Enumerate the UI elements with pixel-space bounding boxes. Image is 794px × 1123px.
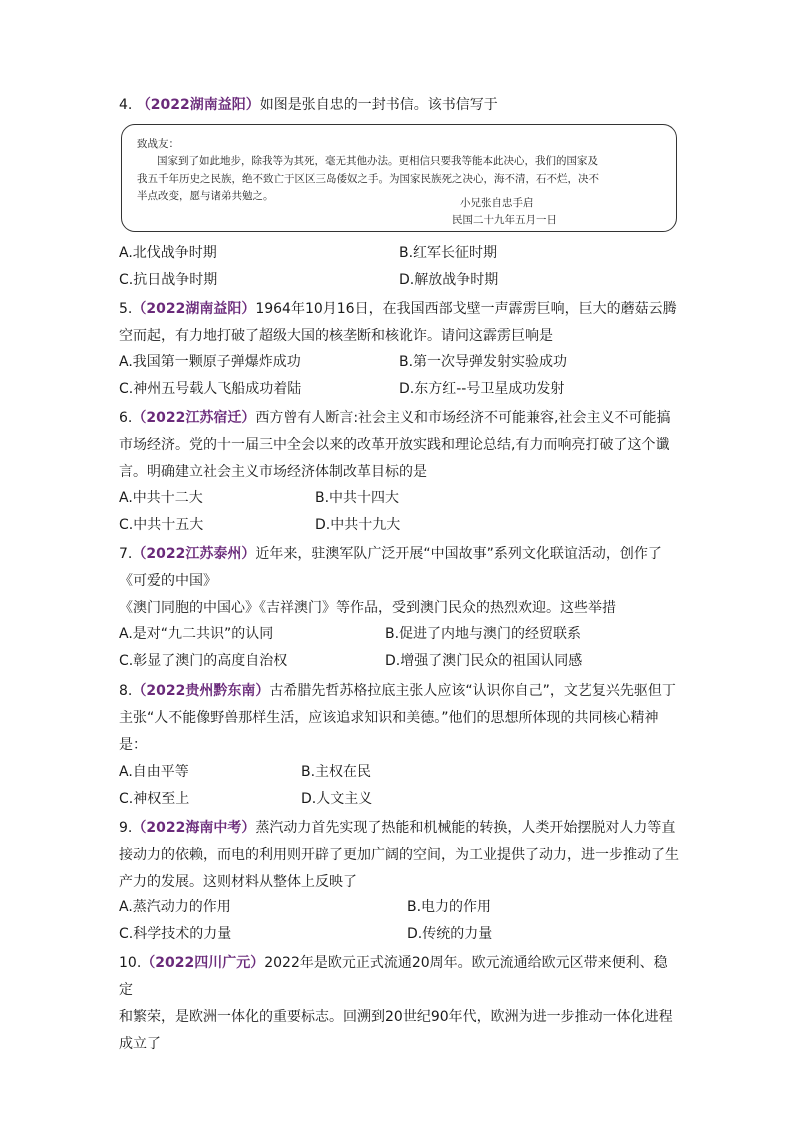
question-source: （2022湖南益阳） [132,301,256,317]
option-b[interactable]: B.电力的作用 [407,899,492,915]
option-a[interactable]: A.北伐战争时期 [119,245,217,261]
question-10-stem [119,950,679,1058]
question-text: 古希腊先哲苏格拉底主张人应该“认识你自己”，文艺复兴先驱但丁 [269,683,676,699]
question-text: 和繁荣，是欧洲一体化的重要标志。回溯到20世纪90年代，欧洲为进一步推动一体化进程 [119,1009,673,1025]
letter-image [121,124,677,232]
letter-date: 民国二十九年五月一日 [452,214,557,226]
question-number: 4. [119,97,133,113]
option-a[interactable]: A.自由平等 [119,764,189,780]
option-c[interactable]: C.神权至上 [119,791,190,807]
question-number: 9. [119,820,133,836]
option-a[interactable]: A.中共十二大 [119,490,203,506]
question-number: 7. [119,546,133,562]
question-text: 产力的发展。这则材料从整体上反映了 [119,874,357,890]
option-a[interactable]: A.蒸汽动力的作用 [119,899,231,915]
letter-signature: 小兄张自忠手启 [460,197,534,209]
option-d[interactable]: D.中共十九大 [315,517,401,533]
question-8-stem [119,678,679,759]
option-a[interactable]: A.我国第一颗原子弹爆炸成功 [119,354,301,370]
option-b[interactable]: B.主权在民 [301,764,372,780]
letter-salutation: 致战友： [137,138,179,150]
option-c[interactable]: C.彰显了澳门的高度自治权 [119,653,288,669]
option-d[interactable]: D.人文主义 [301,791,373,807]
question-text: 接动力的依赖，而电的利用则开辟了更加广阔的空间，为工业提供了动力，进一步推动了生 [119,847,679,863]
question-source: （2022江苏泰州） [132,546,256,562]
question-text: 成立了 [119,1036,161,1052]
question-text: 1964年10月16日，在我国西部戈壁一声霹雳巨响，巨大的蘑菇云腾 [255,301,677,317]
question-text: 主张“人不能像野兽那样生活，应该追求知识和美德。”他们的思想所体现的共同核心精神 [119,710,659,726]
question-text: 《澳门同胞的中国心》《吉祥澳门》等作品，受到澳门民众的热烈欢迎。这些举措 [119,600,616,616]
question-4-stem [119,92,679,119]
question-7-stem [119,541,679,622]
question-number: 8. [119,683,133,699]
option-c[interactable]: C.抗日战争时期 [119,272,218,288]
question-9-stem [119,815,679,896]
option-b[interactable]: B.第一次导弹发射实验成功 [399,354,568,370]
question-source: （2022海南中考） [132,820,256,836]
question-source: （2022四川广元） [141,955,265,971]
option-a[interactable]: A.是对“九二共识”的认同 [119,626,274,642]
question-text: 蒸汽动力首先实现了热能和机械能的转换，人类开始摆脱对人力等直 [255,820,676,836]
question-5-stem [119,296,679,350]
question-6-stem [119,405,679,486]
question-source: （2022湖南益阳） [136,97,260,113]
option-c[interactable]: C.科学技术的力量 [119,926,232,942]
question-text: 市场经济。党的十一届三中全会以来的改革开放实践和理论总结,有力而响亮打破了这个谶 [119,437,670,453]
question-text: 空而起，有力地打破了超级大国的核垄断和核讹诈。请问这霹雳巨响是 [119,328,553,344]
option-c[interactable]: C.神州五号载人飞船成功着陆 [119,381,302,397]
question-text: 西方曾有人断言:社会主义和市场经济不可能兼容,社会主义不可能搞 [255,410,671,426]
question-text: 近年来，驻澳军队广泛开展“中国故事”系列文化联谊活动，创作了 [255,546,662,562]
question-text: 《可爱的中国》 [119,573,217,589]
option-d[interactable]: D.传统的力量 [407,926,493,942]
question-text: 言。明确建立社会主义市场经济体制改革目标的是 [119,464,427,480]
question-number: 5. [119,301,133,317]
question-source: （2022贵州黔东南） [132,683,270,699]
question-source: （2022江苏宿迁） [132,410,256,426]
letter-line: 我五千年历史之民族，绝不致亡于区区三岛倭奴之手。为国家民族死之决心，海不清，石不烂，决不 [137,173,599,185]
question-text: 是： [119,737,147,753]
letter-line: 半点改变，愿与诸弟共勉之。 [137,190,274,202]
question-number: 10. [119,955,142,971]
option-b[interactable]: B.红军长征时期 [399,245,498,261]
question-text: 2022年是欧元正式流通20周年。欧元流通给欧元区带来便利、稳定 [119,955,668,998]
option-b[interactable]: B.中共十四大 [315,490,400,506]
option-d[interactable]: D.解放战争时期 [399,272,499,288]
option-d[interactable]: D.增强了澳门民众的祖国认同感 [385,653,583,669]
option-c[interactable]: C.中共十五大 [119,517,204,533]
option-d[interactable]: D.东方红--号卫星成功发射 [399,381,565,397]
question-text: 如图是张自忠的一封书信。该书信写于 [259,97,498,113]
option-b[interactable]: B.促进了内地与澳门的经贸联系 [385,626,582,642]
question-number: 6. [119,410,133,426]
letter-line: 国家到了如此地步，除我等为其死，毫无其他办法。更相信只要我等能本此决心，我们的国家及 [157,155,598,167]
